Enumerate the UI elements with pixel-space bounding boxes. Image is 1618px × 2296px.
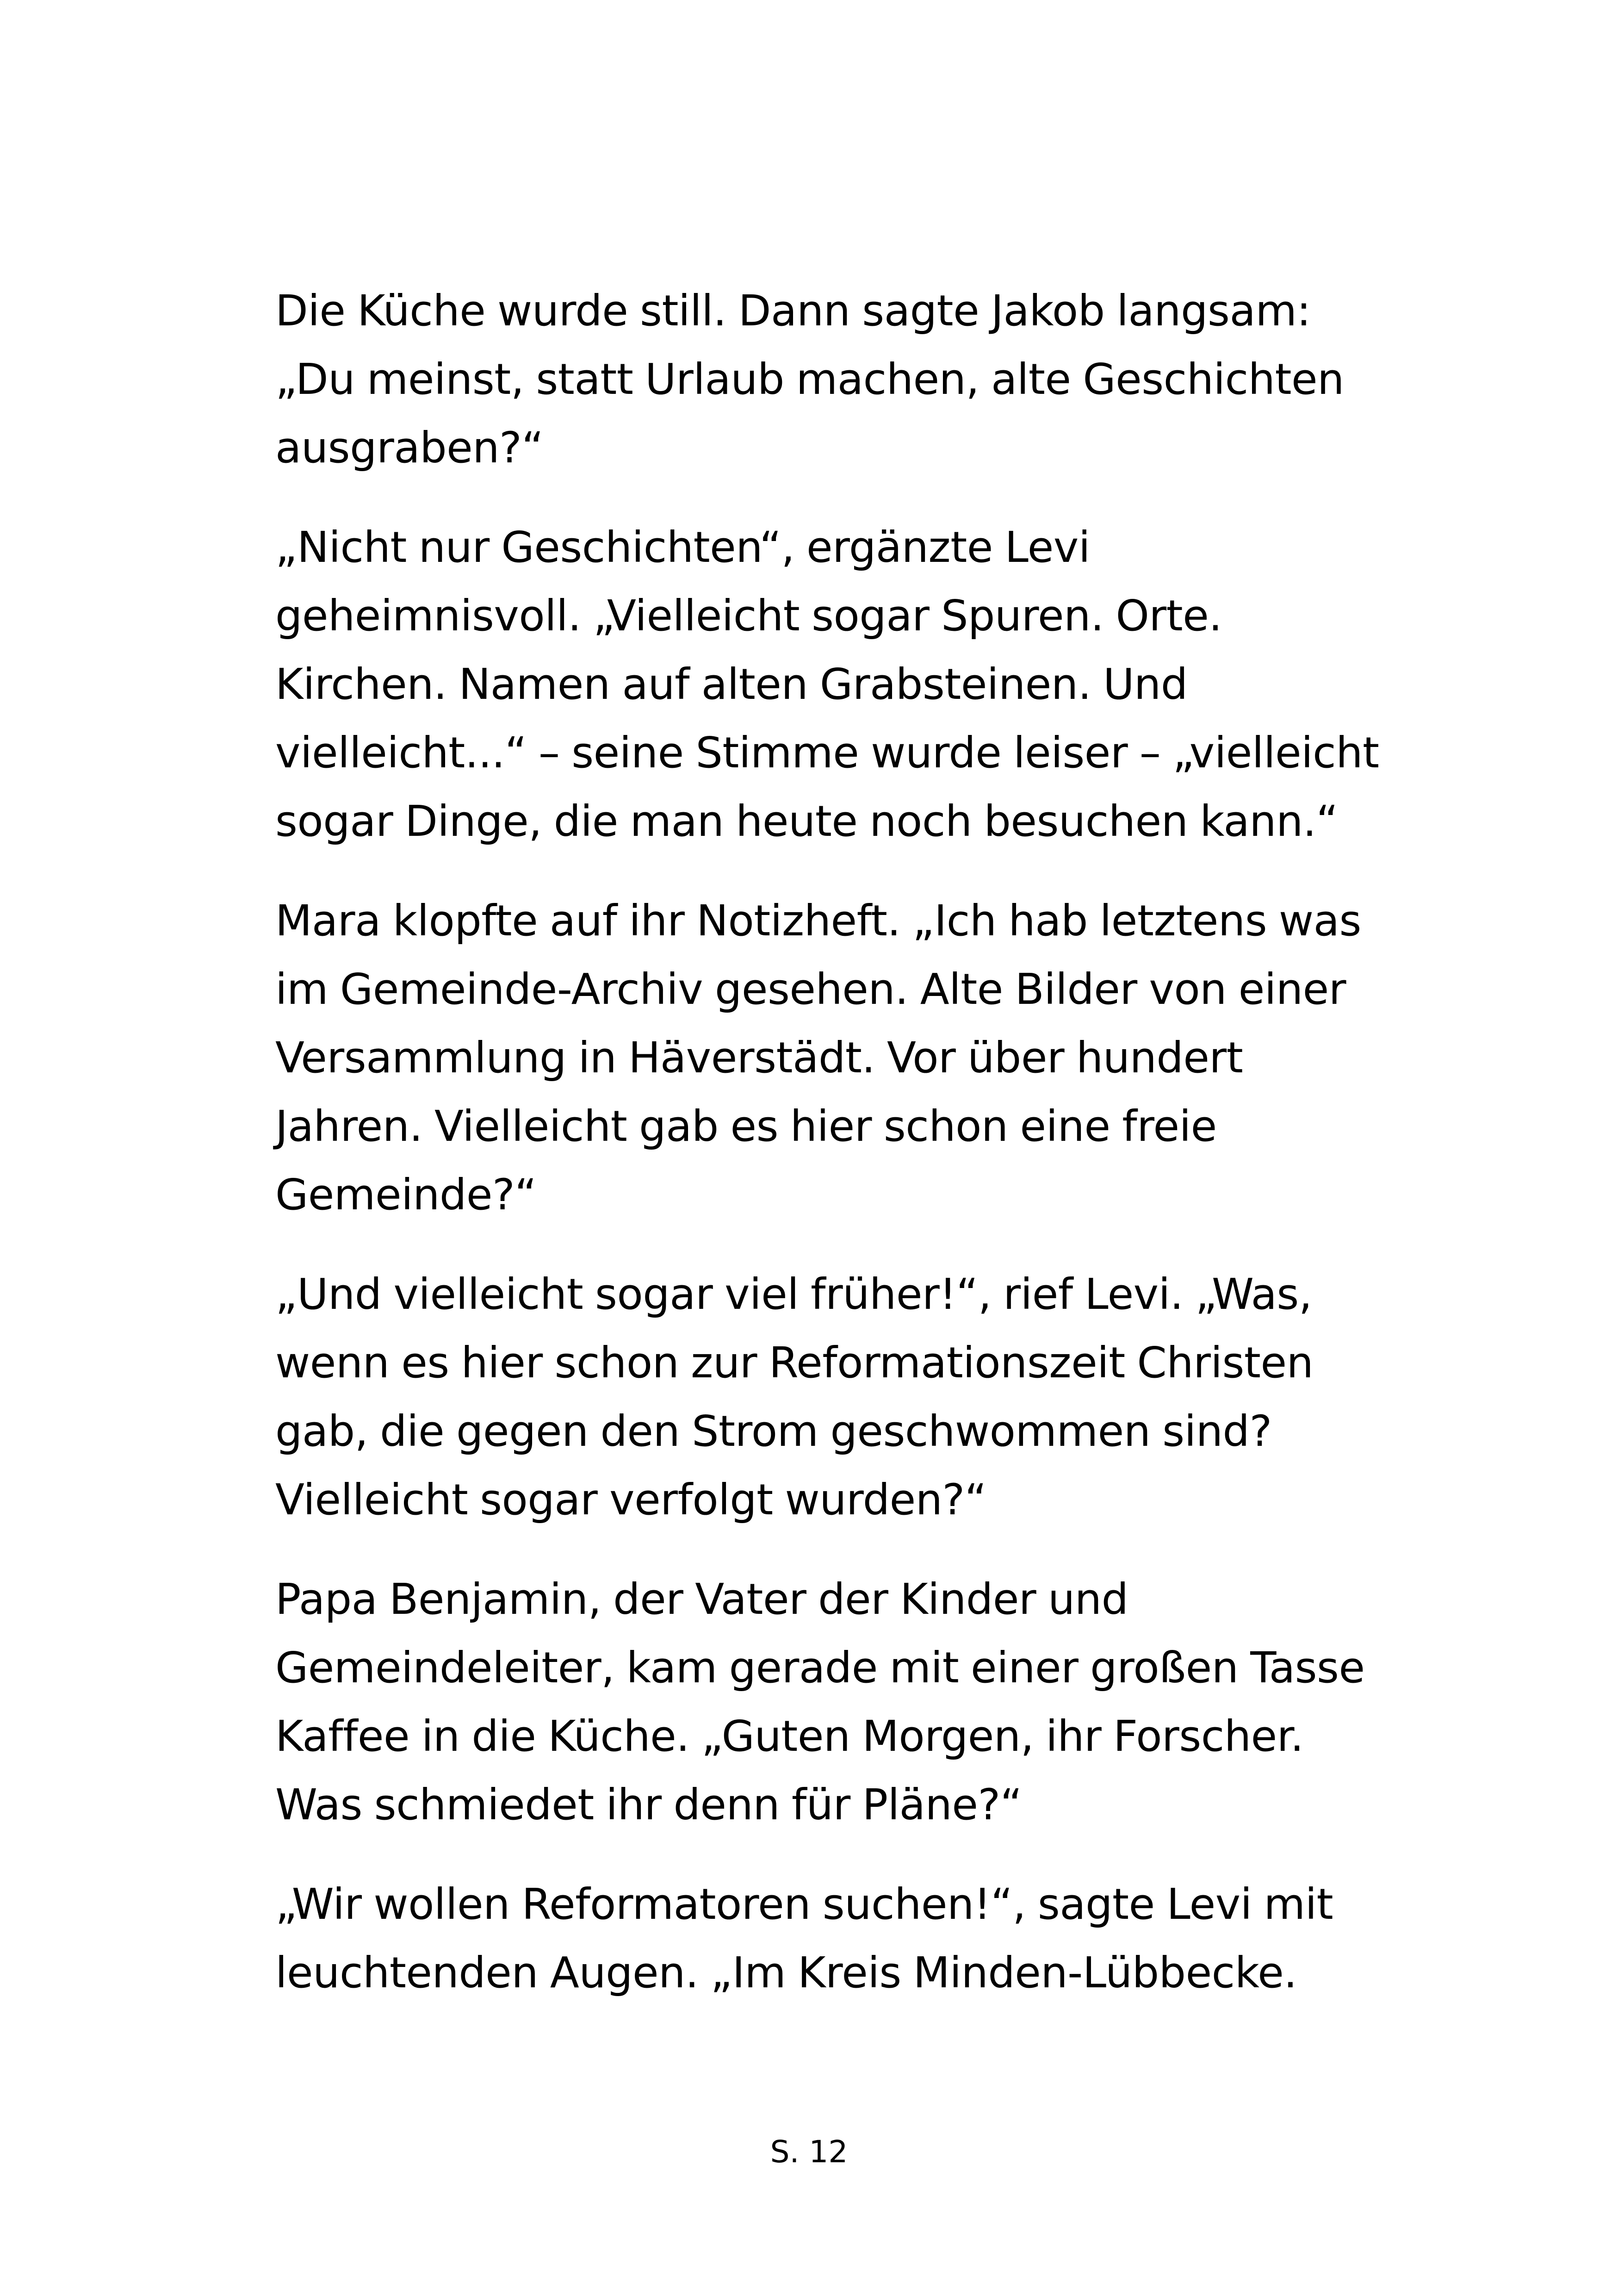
- text-line: Vielleicht sogar verfolgt wurden?“: [275, 1475, 987, 1524]
- body-text: [275, 277, 1400, 2038]
- text-line: leuchtenden Augen. „Im Kreis Minden-Lübbecke.: [275, 1948, 1297, 1997]
- text-line: „Nicht nur Geschichten“, ergänzte Levi: [275, 523, 1090, 572]
- paragraph-2: [275, 513, 1400, 856]
- text-line: geheimnisvoll. „Vielleicht sogar Spuren. Orte.: [275, 591, 1222, 641]
- paragraph-4: [275, 1260, 1400, 1534]
- text-line: Gemeinde?“: [275, 1170, 537, 1220]
- text-line: Die Küche wurde still. Dann sagte Jakob langsam:: [275, 286, 1311, 336]
- text-line: „Wir wollen Reformatoren suchen!“, sagte Levi mit: [275, 1879, 1333, 1929]
- text-line: im Gemeinde-Archiv gesehen. Alte Bilder von einer: [275, 964, 1346, 1014]
- paragraph-5: [275, 1565, 1400, 1839]
- text-line: sogar Dinge, die man heute noch besuchen kann.“: [275, 796, 1338, 846]
- text-line: Papa Benjamin, der Vater der Kinder und: [275, 1574, 1128, 1624]
- text-line: Gemeindeleiter, kam gerade mit einer großen Tasse: [275, 1643, 1365, 1692]
- text-line: Mara klopfte auf ihr Notizheft. „Ich hab letztens was: [275, 896, 1361, 946]
- text-line: wenn es hier schon zur Reformationszeit Christen: [275, 1338, 1314, 1388]
- paragraph-3: [275, 887, 1400, 1229]
- text-line: „Du meinst, statt Urlaub machen, alte Geschichten: [275, 355, 1344, 404]
- paragraph-1: [275, 277, 1400, 482]
- paragraph-6: [275, 1870, 1400, 2007]
- text-line: ausgraben?“: [275, 423, 544, 473]
- text-line: gab, die gegen den Strom geschwommen sind?: [275, 1406, 1272, 1456]
- text-line: Versammlung in Häverstädt. Vor über hundert: [275, 1033, 1243, 1083]
- text-line: Was schmiedet ihr denn für Pläne?“: [275, 1780, 1022, 1829]
- text-line: Kaffee in die Küche. „Guten Morgen, ihr Forscher.: [275, 1711, 1304, 1761]
- text-line: „Und vielleicht sogar viel früher!“, rief Levi. „Was,: [275, 1269, 1312, 1319]
- text-line: Kirchen. Namen auf alten Grabsteinen. Und: [275, 660, 1188, 709]
- text-line: Jahren. Vielleicht gab es hier schon eine freie: [275, 1101, 1217, 1151]
- text-line: vielleicht...“ – seine Stimme wurde leiser – „vielleicht: [275, 728, 1379, 778]
- page-number: S. 12: [770, 2134, 848, 2170]
